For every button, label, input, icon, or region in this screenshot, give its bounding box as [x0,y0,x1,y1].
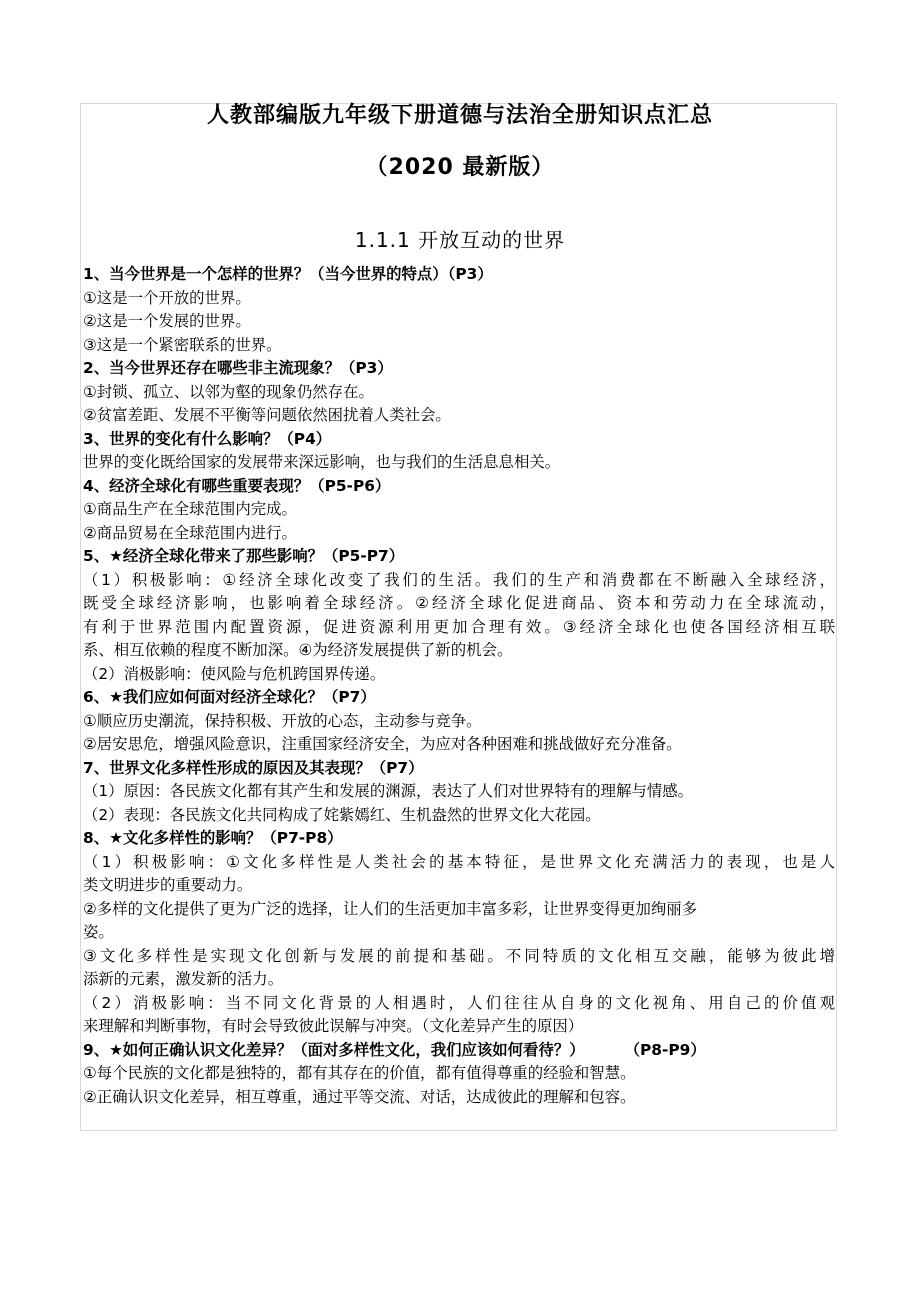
body-line [83,1086,835,1110]
question-text: 2、当今世界还存在哪些非主流现象？（P3） [83,359,393,377]
question-text: 3、世界的变化有什么影响？（P4） [83,429,332,448]
document-body [83,263,835,1109]
question-text: 4、经济全球化有哪些重要表现？（P5-P6） [83,476,391,495]
line-text: 添新的元素，激发新的活力。 [83,970,284,988]
question-heading [83,827,835,851]
line-text: 系、相互依赖的程度不断加深。④为经济发展提供了新的机会。 [83,641,513,659]
body-line [83,522,835,546]
body-line [83,1015,835,1039]
line-text: ①顺应历史潮流，保持积极、开放的心态，主动参与竞争。 [83,711,482,730]
page-reference: （P8-P9） [624,1040,706,1059]
line-text: （1）积极影响：①经济全球化改变了我们的生活。我们的生产和消费都在不断融入全球经济， [83,570,835,589]
line-text: 有利于世界范围内配置资源，促进资源利用更加合理有效。③经济全球化也使各国经济相互联 [83,617,835,636]
line-text: ②正确认识文化差异，相互尊重，通过平等交流、对话，达成彼此的理解和包容。 [83,1087,636,1106]
body-line [83,898,835,922]
body-line [83,874,835,898]
body-line [83,381,835,405]
body-line [83,851,835,875]
line-text: ②多样的文化提供了更为广泛的选择，让人们的生活更加丰富多彩，让世界变得更加绚丽多 [83,899,698,918]
body-line [83,310,835,334]
question-heading [83,1039,835,1063]
body-line [83,451,835,475]
line-text: ①商品生产在全球范围内完成。 [83,500,297,518]
body-line [83,1062,835,1086]
body-line [83,404,835,428]
body-line [83,616,835,640]
body-line [83,710,835,734]
line-text: ③文化多样性是实现文化创新与发展的前提和基础。不同特质的文化相互交融，能够为彼此增 [83,946,835,965]
line-text: （2）消极影响：当不同文化背景的人相遇时，人们往往从自身的文化视角、用自己的价值观 [83,993,835,1012]
question-heading [83,428,835,452]
body-line [83,287,835,311]
line-text: ②商品贸易在全球范围内进行。 [83,523,297,542]
body-line [83,804,835,828]
line-text: ③这是一个紧密联系的世界。 [83,335,282,354]
line-text: 类文明进步的重要动力。 [83,876,253,894]
document-title: 人教部编版九年级下册道德与法治全册知识点汇总 [206,103,713,128]
question-heading [83,357,835,381]
body-line [83,334,835,358]
document-subtitle: （2020 最新版） [365,155,555,180]
line-text: （1）原因：各民族文化都有其产生和发展的渊源，表达了人们对世界特有的理解与情感。 [83,782,694,800]
body-line [83,592,835,616]
line-text: 世界的变化既给国家的发展带来深远影响，也与我们的生活息息相关。 [83,453,561,471]
question-heading [83,475,835,499]
line-text: （1）积极影响：①文化多样性是人类社会的基本特征，是世界文化充满活力的表现，也是人 [83,852,835,871]
question-text: 8、★文化多样性的影响？（P7-P8） [83,829,343,847]
question-text: 1、当今世界是一个怎样的世界？（当今世界的特点）（P3） [83,265,493,283]
body-line [83,780,835,804]
question-text: 9、★如何正确认识文化差异？（面对多样性文化，我们应该如何看待？） [83,1040,585,1059]
line-text: ①这是一个开放的世界。 [83,288,251,307]
body-line [83,945,835,969]
question-text: 6、★我们应如何面对经济全球化？（P7） [83,688,376,706]
body-line [83,663,835,687]
line-text: ②居安思危，增强风险意识，注重国家经济安全，为应对各种困难和挑战做好充分准备。 [83,735,682,753]
body-line [83,498,835,522]
line-text: ②这是一个发展的世界。 [83,312,251,330]
body-line [83,968,835,992]
question-text: 5、★经济全球化带来了那些影响？（P5-P7） [83,547,405,565]
body-line [83,569,835,593]
body-line [83,639,835,663]
question-heading [83,545,835,569]
body-line [83,733,835,757]
question-heading [83,263,835,287]
line-text: ①每个民族的文化都是独特的，都有其存在的价值，都有值得尊重的经验和智慧。 [83,1064,636,1082]
line-text: （2）表现：各民族文化共同构成了姹紫嫣红、生机盎然的世界文化大花园。 [83,805,601,824]
line-text: ①封锁、孤立、以邻为壑的现象仍然存在。 [83,382,374,401]
question-heading [83,757,835,781]
line-text: 姿。 [83,923,114,941]
body-line [83,992,835,1016]
line-text: 来理解和判断事物，有时会导致彼此误解与冲突。（文化差异产生的原因） [83,1017,584,1035]
body-line [83,921,835,945]
question-text: 7、世界文化多样性形成的原因及其表现？（P7） [83,758,424,777]
line-text: ②贫富差距、发展不平衡等问题依然困扰着人类社会。 [83,406,451,424]
question-heading [83,686,835,710]
line-text: 既受全球经济影响，也影响着全球经济。②经济全球化促进商品、资本和劳动力在全球流动， [83,594,835,612]
section-title: 1.1.1 开放互动的世界 [354,228,566,252]
line-text: （2）消极影响：使风险与危机跨国界传递。 [83,664,386,683]
